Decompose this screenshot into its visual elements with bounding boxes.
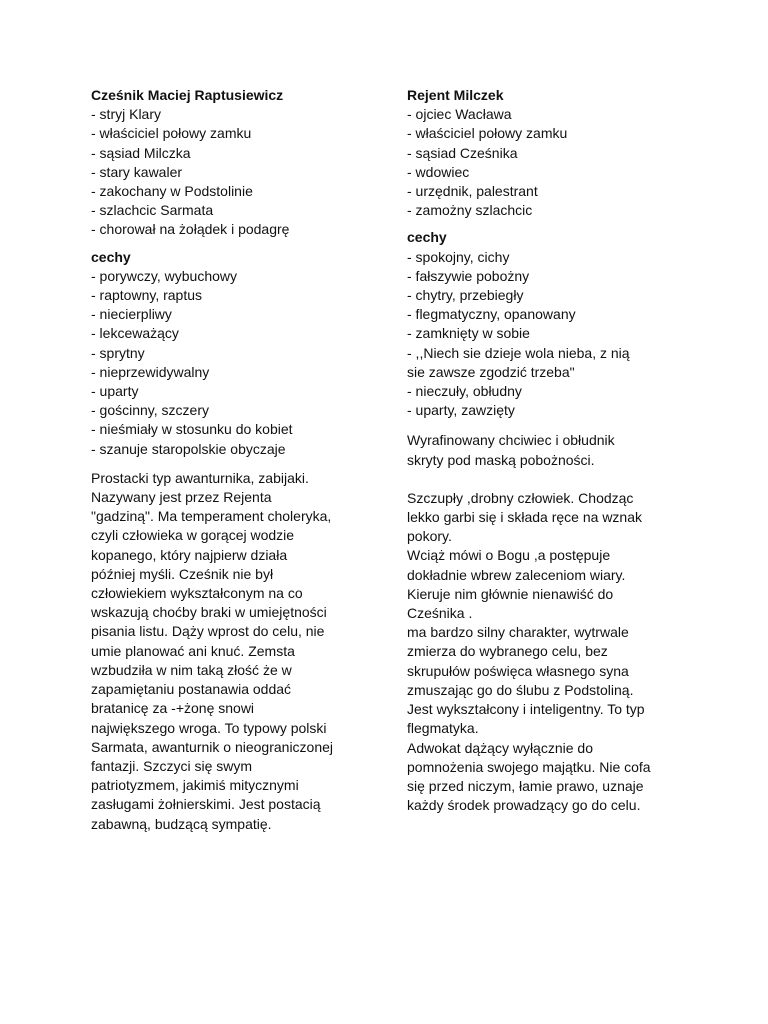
trait-item: - gościnny, szczery [91, 402, 209, 419]
trait-item: - raptowny, raptus [91, 287, 203, 304]
summary-line: skryty pod maską pobożności. [407, 451, 595, 468]
trait-item: - fałszywie pobożny [407, 267, 530, 284]
summary-paragraph [407, 431, 687, 469]
trait-item: - porywczy, wybuchowy [91, 267, 238, 284]
fact-item: - ojciec Wacława [407, 106, 512, 123]
trait-item: - spokojny, cichy [407, 248, 510, 265]
fact-item: - zakochany w Podstolinie [91, 183, 253, 200]
description-line: później myśli. Cześnik nie był [91, 565, 274, 582]
traits-heading: cechy [91, 248, 131, 265]
description-line: kopanego, który najpierw działa [91, 546, 288, 563]
fact-item: - stary kawaler [91, 163, 183, 180]
description-line: wzbudziła w nim taką złość że w [91, 661, 292, 678]
fact-item: - sąsiad Milczka [91, 144, 191, 161]
description-line: wskazują choćby braki w umiejętności [91, 604, 327, 621]
fact-item: - stryj Klary [91, 106, 161, 123]
description-line: umie planować ani knuć. Zemsta [91, 642, 295, 659]
facts-list [91, 105, 376, 239]
description-line: skrupułów poświęca własnego syna [407, 662, 629, 679]
fact-item: - sąsiad Cześnika [407, 144, 518, 161]
trait-item: - sprytny [91, 344, 145, 361]
description-line: zapamiętaniu postanawia oddać [91, 681, 292, 698]
description-line: Nazywany jest przez Rejenta [91, 489, 272, 506]
traits-list [407, 248, 687, 421]
description-line: lekko garbi się i składa ręce na wznak [407, 509, 643, 526]
trait-item: - nieprzewidywalny [91, 363, 210, 380]
description-line: Wciąż mówi o Bogu ,a postępuje [407, 547, 611, 564]
trait-item: - nieczuły, obłudny [407, 383, 522, 400]
description-line: zmierza do wybranego celu, bez [407, 643, 608, 660]
description-paragraph [91, 469, 376, 834]
trait-item: - ,,Niech sie dzieje wola nieba, z nią [407, 344, 630, 361]
description-line: flegmatyka. [407, 720, 479, 737]
trait-item: - uparty [91, 383, 139, 400]
description-line: Sarmata, awanturnik o nieograniczonej [91, 738, 334, 755]
fact-item: - wdowiec [407, 163, 470, 180]
right-column [407, 86, 687, 815]
description-line: zasługami żołnierskimi. Jest postacią [91, 796, 321, 813]
traits-heading: cechy [407, 229, 447, 246]
summary-line: Wyrafinowany chciwiec i obłudnik [407, 432, 615, 449]
fact-item: - chorował na żołądek i podagrę [91, 221, 290, 238]
fact-item: - właściciel połowy zamku [91, 125, 252, 142]
spacer [407, 420, 687, 431]
description-line: Prostacki typ awanturnika, zabijaki. [91, 469, 309, 486]
description-line: pomnożenia swojego majątku. Nie cofa [407, 758, 651, 775]
trait-item: - lekceważący [91, 325, 179, 342]
description-line: Adwokat dążący wyłącznie do [407, 739, 593, 756]
fact-item: - szlachcic Sarmata [91, 202, 214, 219]
trait-item: - flegmatyczny, opanowany [407, 306, 576, 323]
traits-list [91, 267, 376, 459]
trait-item: sie zawsze zgodzić trzeba" [407, 363, 575, 380]
trait-item: - chytry, przebiegły [407, 287, 524, 304]
description-line: dokładnie wbrew zaleceniom wiary. [407, 566, 626, 583]
description-line: Jest wykształcony i inteligentny. To typ [407, 701, 645, 718]
description-line: każdy środek prowadzący go do celu. [407, 797, 641, 814]
description-line: "gadziną". Ma temperament choleryka, [91, 508, 332, 525]
facts-list [407, 105, 687, 220]
character-title: Cześnik Maciej Raptusiewicz [91, 87, 284, 103]
description-line: Kieruje nim głównie nienawiść do [407, 585, 614, 602]
description-line: Szczupły ,drobny człowiek. Chodząc [407, 489, 634, 506]
description-line: największego wroga. To typowy polski [91, 719, 327, 736]
fact-item: - urzędnik, palestrant [407, 183, 538, 200]
trait-item: - nieśmiały w stosunku do kobiet [91, 421, 293, 438]
fact-item: - zamożny szlachcic [407, 202, 533, 219]
description-line: czyli człowieka w gorącej wodzie [91, 527, 295, 544]
description-line: zabawną, budzącą sympatię. [91, 815, 272, 832]
trait-item: - uparty, zawzięty [407, 402, 515, 419]
trait-item: - szanuje staropolskie obyczaje [91, 440, 286, 457]
description-paragraph [407, 489, 687, 815]
description-line: ma bardzo silny charakter, wytrwale [407, 624, 629, 641]
spacer [407, 470, 687, 489]
description-line: pokory. [407, 528, 452, 545]
trait-item: - niecierpliwy [91, 306, 172, 323]
left-column [91, 86, 376, 834]
description-line: Cześnika . [407, 605, 473, 622]
description-line: patriotyzmem, jakimiś mitycznymi [91, 777, 299, 794]
description-line: zmuszając go do ślubu z Podstoliną. [407, 681, 634, 698]
character-title: Rejent Milczek [407, 87, 504, 103]
description-line: pisania listu. Dąży wprost do celu, nie [91, 623, 325, 640]
description-line: fantazji. Szczyci się swym [91, 757, 253, 774]
description-line: człowiekiem wykształconym na co [91, 585, 303, 602]
trait-item: - zamknięty w sobie [407, 325, 530, 342]
fact-item: - właściciel połowy zamku [407, 125, 568, 142]
description-line: się przed niczym, łamie prawo, uznaje [407, 777, 644, 794]
description-line: bratanicę za -+żonę snowi [91, 700, 255, 717]
